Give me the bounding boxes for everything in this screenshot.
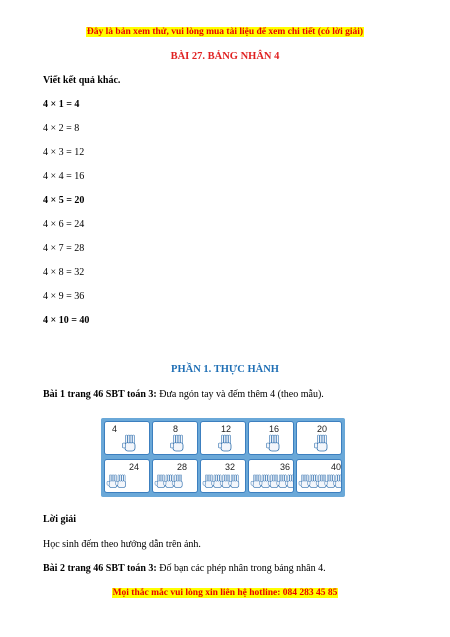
finger-cell: [296, 421, 342, 455]
count-number: 16: [269, 424, 280, 434]
table-row: 4 × 1 = 4: [43, 99, 80, 110]
table-row: 4 × 9 = 36: [43, 291, 85, 302]
finger-cell: [104, 459, 150, 493]
solution-heading: Lời giải: [43, 514, 77, 525]
exercise-1-text: Đưa ngón tay và đếm thêm 4 (theo mẫu).: [156, 389, 324, 400]
finger-cell: [200, 459, 246, 493]
instruction: Viết kết quả khác.: [43, 75, 121, 86]
hand-icon: [105, 460, 150, 493]
finger-cell: [248, 459, 294, 493]
table-row: 4 × 3 = 12: [43, 147, 85, 158]
finger-counting-figure: [101, 418, 345, 497]
table-row: 4 × 8 = 32: [43, 267, 85, 278]
count-number: 36: [280, 462, 291, 472]
table-row: 4 × 7 = 28: [43, 243, 85, 254]
bottom-banner: [0, 587, 450, 599]
count-number: 24: [129, 462, 140, 472]
count-number: 4: [112, 424, 118, 434]
exercise-2: [43, 563, 326, 574]
table-row: 4 × 6 = 24: [43, 219, 85, 230]
hand-icon: [153, 460, 198, 493]
finger-cell: [152, 421, 198, 455]
exercise-2-text: Đố bạn các phép nhân trong bảng nhân 4.: [156, 563, 326, 574]
solution-text: Học sinh đếm theo hướng dẫn trên ảnh.: [43, 539, 201, 550]
table-row: 4 × 2 = 8: [43, 123, 80, 134]
exercise-1: [43, 389, 324, 400]
table-row: 4 × 5 = 20: [43, 195, 85, 206]
count-number: 28: [177, 462, 188, 472]
top-banner-text: Đây là bản xem thử, vui lòng mua tài liệu để xem chi tiết (có lời giải): [86, 27, 364, 37]
finger-cell: [152, 459, 198, 493]
table-row: 4 × 4 = 16: [43, 171, 85, 182]
count-number: 20: [317, 424, 328, 434]
exercise-2-label: Bài 2 trang 46 SBT toán 3:: [43, 563, 157, 574]
count-number: 40: [331, 462, 342, 472]
page-title: BÀI 27. BẢNG NHÂN 4: [170, 51, 280, 62]
hand-icon: [201, 460, 246, 493]
table-row: 4 × 10 = 40: [43, 315, 90, 326]
section-heading: PHẦN 1. THỰC HÀNH: [171, 364, 279, 375]
bottom-banner-text: Mọi thắc mắc vui lòng xin liên hệ hotline: 084 283 45 85: [112, 588, 338, 598]
finger-cell: [104, 421, 150, 455]
finger-cell: [248, 421, 294, 455]
finger-cell: [200, 421, 246, 455]
count-number: 12: [221, 424, 232, 434]
finger-cell: [296, 459, 342, 493]
count-number: 8: [173, 424, 179, 434]
top-banner: [0, 26, 450, 38]
count-number: 32: [225, 462, 236, 472]
exercise-1-label: Bài 1 trang 46 SBT toán 3:: [43, 389, 157, 400]
